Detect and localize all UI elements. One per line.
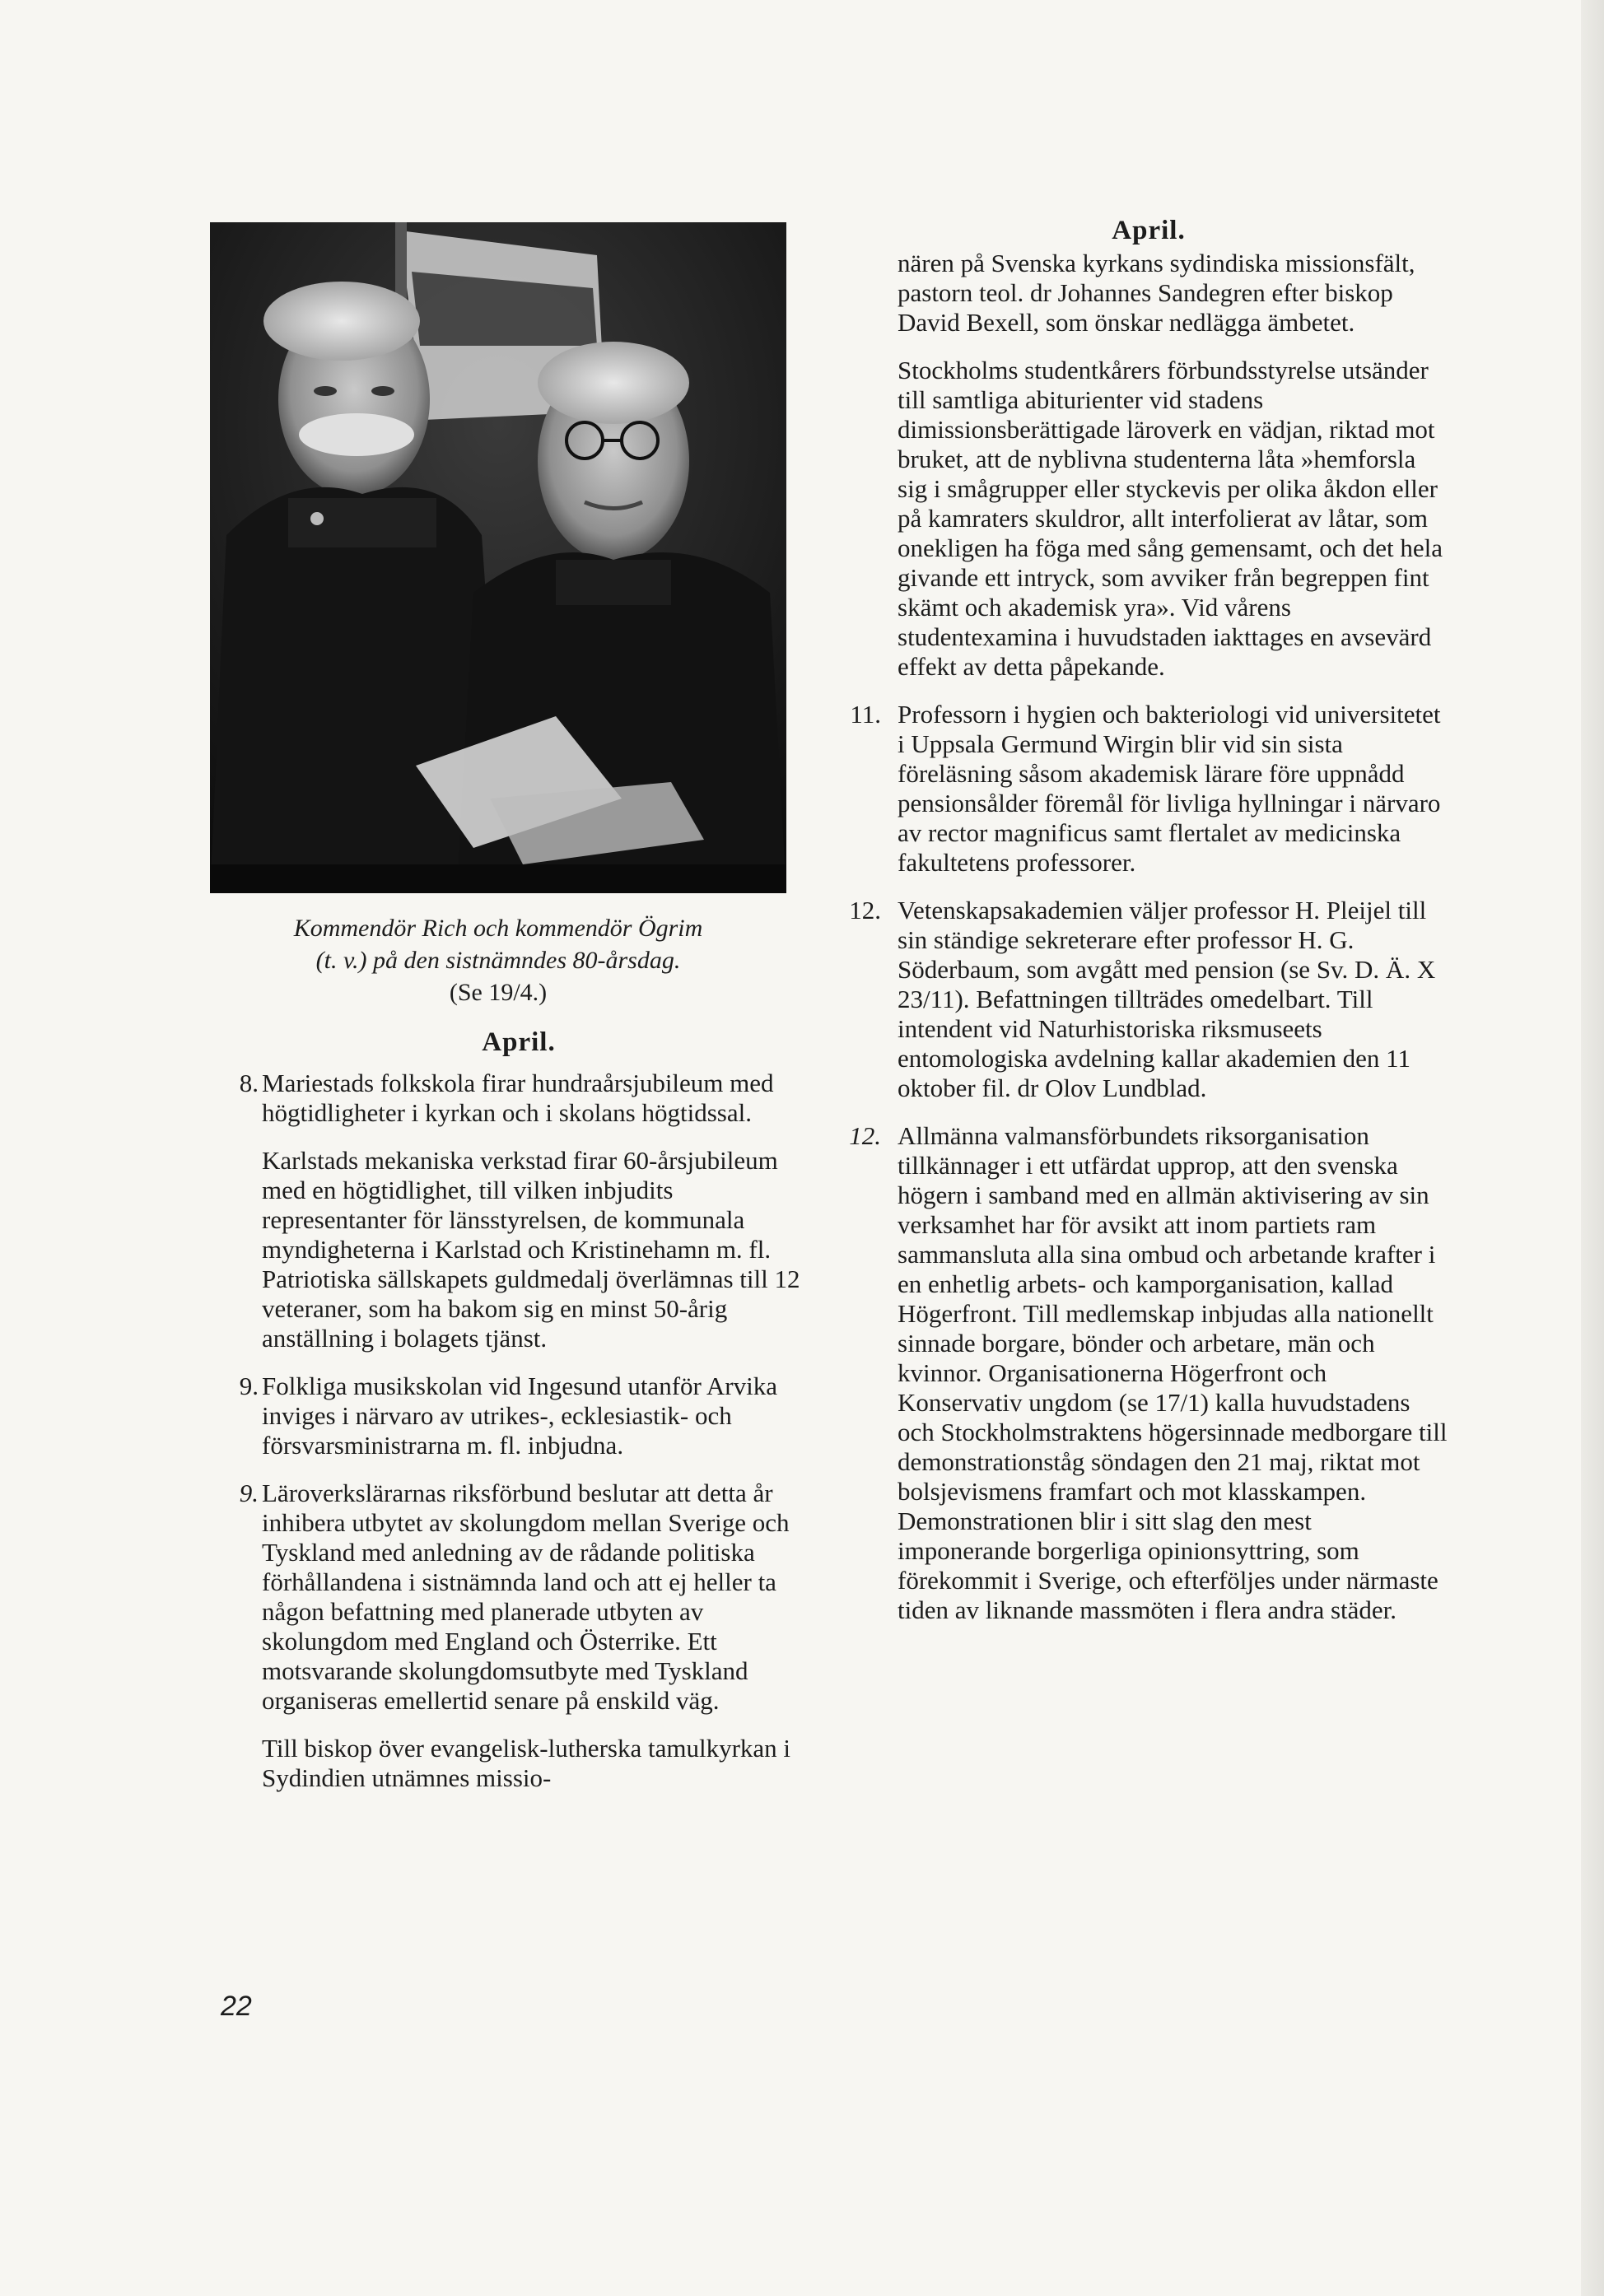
caption-line-1: Kommendör Rich och kommendör Ögrim bbox=[293, 915, 703, 942]
right-column bbox=[848, 216, 1449, 1643]
entry-text: Professorn i hygien och bakteriologi vid universitetet i Uppsala Germund Wirgin blir vid sin sista föreläsning såsom akademisk lärare före uppnådd pensionsålder föremål för livliga hyllningar i närvaro av rector magnificus samt flertalet av medicinska fakultetens professorer. bbox=[898, 700, 1441, 877]
entry-text: Mariestads folkskola firar hundraårsjubileum med högtidligheter i kyrkan och i skolans högtidssal. bbox=[262, 1069, 774, 1127]
entry bbox=[848, 1121, 1449, 1625]
entry-text: Vetenskapsakademien väljer professor H. Pleijel till sin ständige sekreterare efter professor H. G. Söderbaum, som avgått med pension (se Sv. D. Ä. X 23/11). Befattningen tillträdes omedelbart. Till intendent vid Naturhistoriska riksmuseets entomologiska avdelning kallar akademien den 11 oktober fil. dr Olov Lundblad. bbox=[898, 896, 1436, 1102]
entry bbox=[222, 1479, 815, 1716]
page-edge bbox=[1581, 0, 1604, 2296]
entry bbox=[848, 896, 1449, 1103]
entry-text: Stockholms studentkårers förbundsstyrelse utsänder till samtliga abiturienter vid stadens dimissionsberättigade läroverk en vädjan, riktad mot bruket, att de nyblivna studenterna låta »hemforsla sig i smågrupper eller styckevis per olika åkdon eller på kamraters skuldror, allt interfolierat av låtar, som onekligen ha föga med sång gemensamt, och det hela givande ett intryck, som avviker från begreppen fint skämt och akademisk yra». Vid vårens studentexamina i huvudstaden iakttages en avsevärd effekt av detta påpekande. bbox=[898, 356, 1443, 681]
caption-reference: (Se 19/4.) bbox=[449, 979, 548, 1006]
entry-continuation bbox=[848, 249, 1449, 338]
right-month-heading: April. bbox=[1112, 216, 1186, 245]
entry bbox=[222, 1372, 815, 1460]
caption-line-2: (t. v.) på den sistnämndes 80-årsdag. bbox=[315, 947, 681, 974]
entry-text: Karlstads mekaniska verkstad firar 60-årsjubileum med en högtidlighet, till vilken inbjudits representanter för länsstyrelsen, de kommunala myndigheterna i Karlstad och Kristinehamn m. fl. Patriotiska sällskapets guldmedalj överlämnas till 12 veteraner, som ha bakom sig en minst 50-årig anställning i bolagets tjänst. bbox=[262, 1146, 800, 1353]
entry-text: Allmänna valmansförbundets riksorganisation tillkännager i ett utfärdat upprop, att den svenska högern i samband med en allmän aktivisering av sin verksamhet har för avsikt att inom partiets ram sammansluta alla sina ombud och arbetande krafter i en enhetlig arbets- och kamporganisation, kallad Högerfront. Till medlemskap inbjudas alla nationellt sinnade borgare, bönder och arbetare, män och kvinnor. Organisationerna Högerfront och Konservativ ungdom (se 17/1) kalla huvudstadens och Stockholmstraktens högersinnade medborgare till demonstrationståg söndagen den 21 maj, riktat mot bolsjevismens framfart och mot klasskampen. Demonstrationen blir i sitt slag den mest imponerande borgerliga opinionsyttring, som förekommit i Sverige, och efterföljes under närmaste tiden av liknande massmöten i flera andra städer. bbox=[898, 1121, 1448, 1624]
entry bbox=[222, 1734, 815, 1793]
entry-date: 9. bbox=[239, 1479, 259, 1507]
photograph-two-men-icon bbox=[210, 222, 786, 893]
left-month-heading: April. bbox=[482, 1027, 556, 1057]
entry bbox=[222, 1069, 815, 1128]
entry bbox=[222, 1146, 815, 1353]
entry bbox=[848, 356, 1449, 682]
entry-text: Folkliga musikskolan vid Ingesund utanför Arvika inviges i närvaro av utrikes-, ecklesiastik- och försvarsministrarna m. fl. inbjudna. bbox=[262, 1372, 777, 1460]
entry-date: 8. bbox=[239, 1069, 259, 1097]
page-number: 22 bbox=[221, 1991, 252, 2022]
entry-date: 9. bbox=[239, 1372, 259, 1400]
entry-date: 11. bbox=[850, 700, 881, 729]
entry bbox=[848, 700, 1449, 878]
photograph bbox=[210, 222, 786, 893]
entry-text: Till biskop över evangelisk-lutherska tamulkyrkan i Sydindien utnämnes missio- bbox=[262, 1734, 791, 1792]
entry-text: nären på Svenska kyrkans sydindiska missionsfält, pastorn teol. dr Johannes Sandegren efter biskop David Bexell, som önskar nedlägga ämbetet. bbox=[898, 249, 1415, 337]
left-column bbox=[222, 1027, 815, 1811]
entry-date: 12. bbox=[849, 896, 881, 924]
entry-text: Läroverkslärarnas riksförbund beslutar att detta år inhibera utbytet av skolungdom mellan Sverige och Tyskland med anledning av de rådande politiska förhållandena i sistnämnda land och att ej heller ta någon befattning med planerade utbyten av skolungdom med England och Österrike. Ett motsvarande skolungdomsutbyte med Tyskland organiseras emellertid senare på enskild väg. bbox=[262, 1479, 790, 1715]
entry-date: 12. bbox=[849, 1121, 881, 1150]
photo-caption bbox=[210, 912, 786, 1008]
